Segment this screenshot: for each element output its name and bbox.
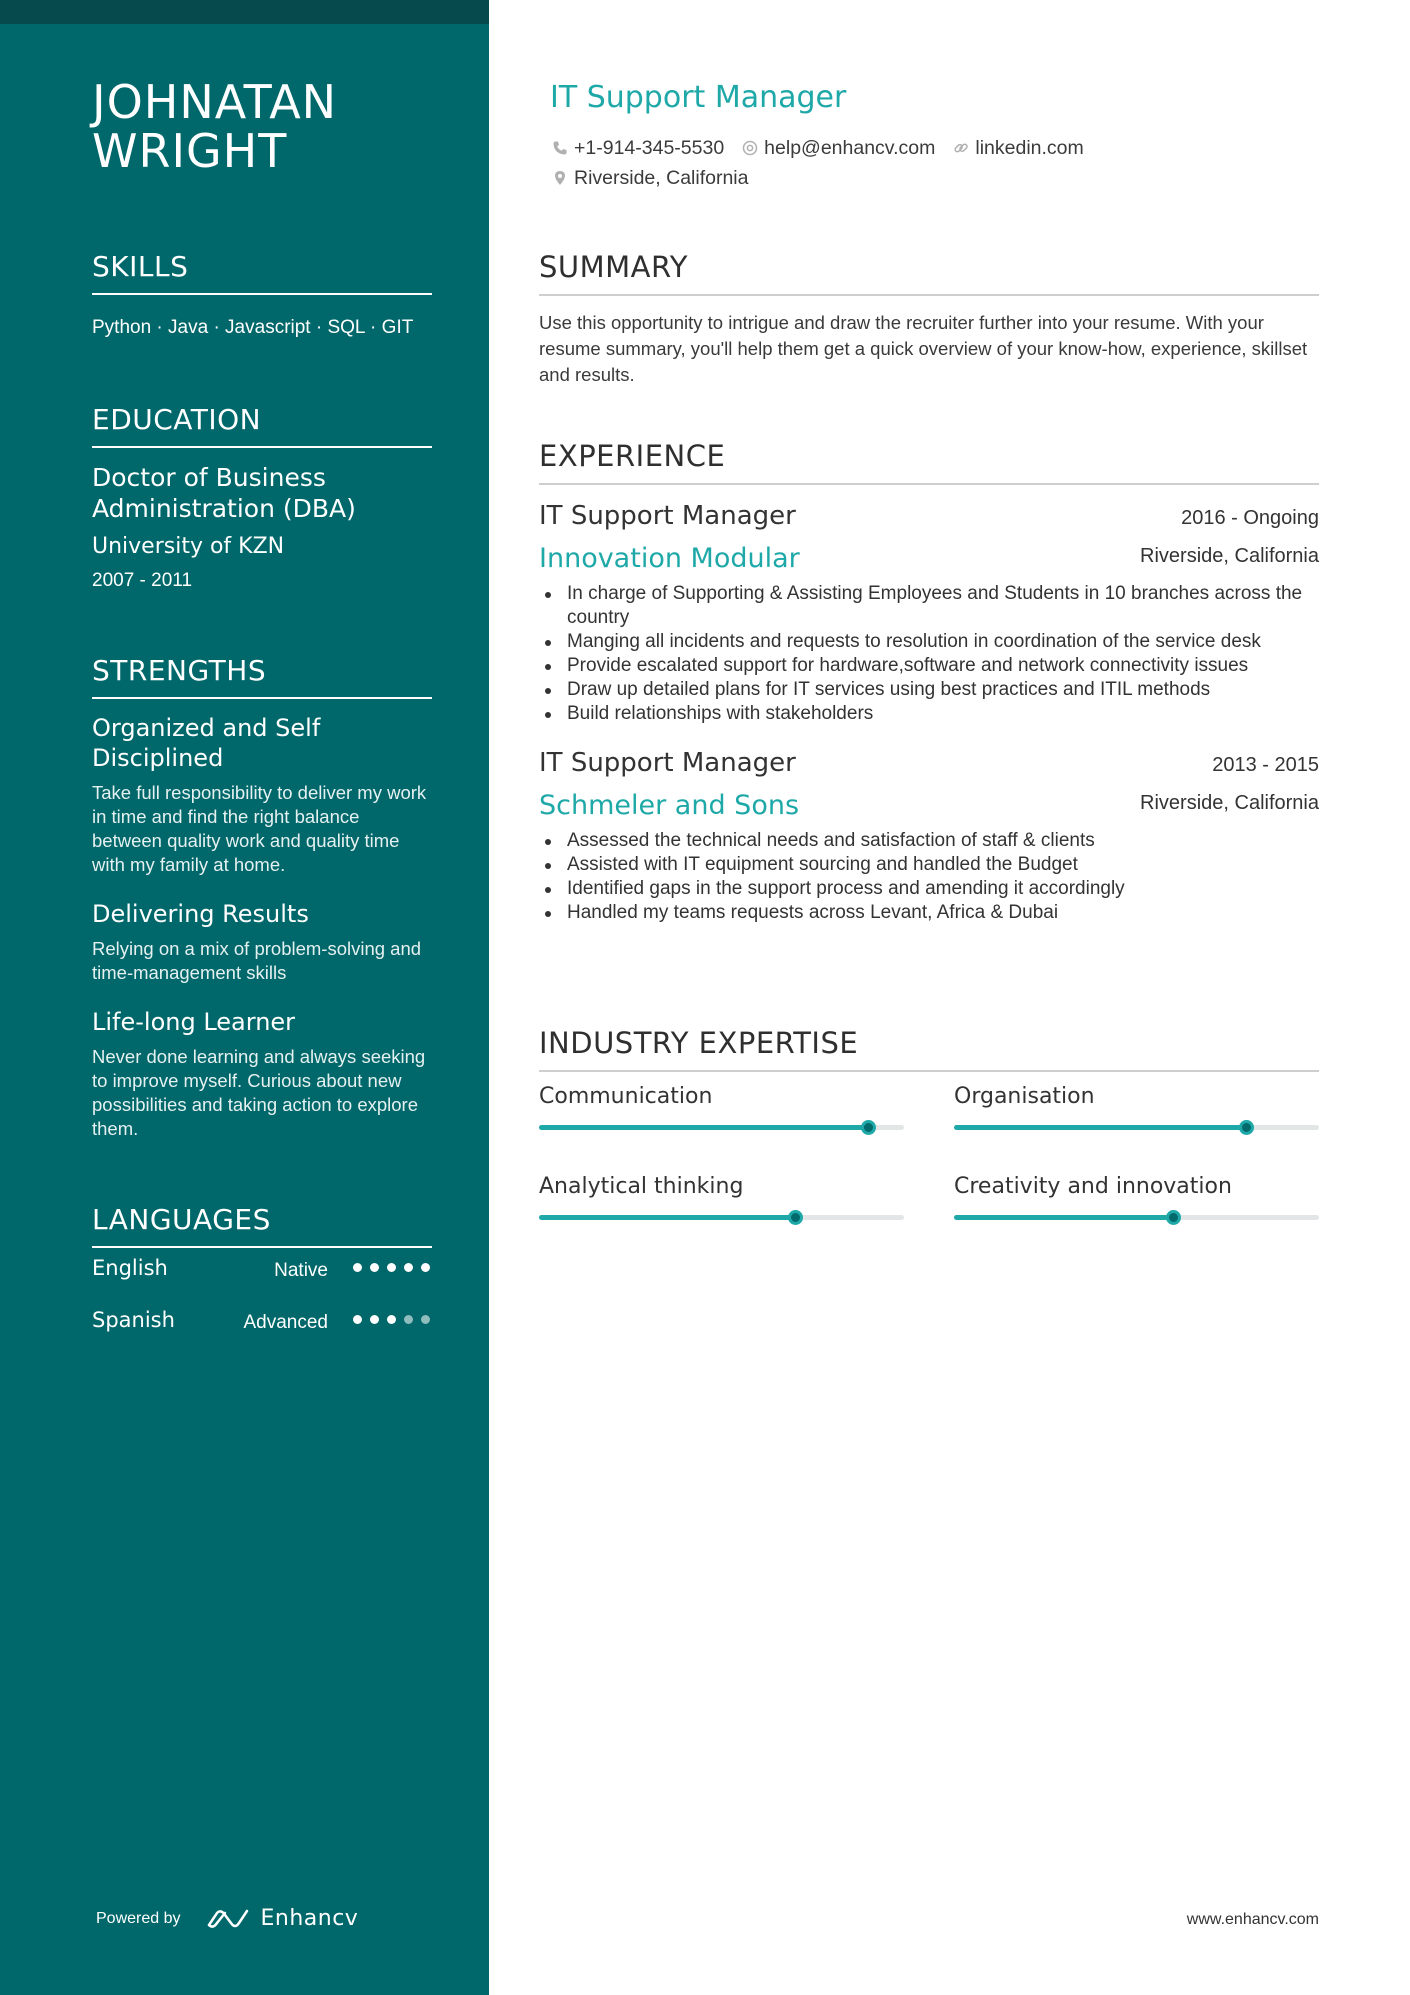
rating-dot-filled [370,1315,379,1324]
bullet-item: Manging all incidents and requests to resolution in coordination of the service desk [539,630,1319,654]
bullet-item: Draw up detailed plans for IT services using best practices and ITIL methods [539,678,1319,702]
language-row [92,1300,432,1352]
strength-description: Take full responsibility to deliver my work in time and find the right balance between quality work and quality time with my family at home. [92,782,427,875]
strength-description: Never done learning and always seeking to improve myself. Curious about new possibilities and taking action to explore them. [92,1046,426,1139]
languages-section [92,1203,432,1352]
location-pin-icon [552,170,568,186]
at-icon [742,140,758,156]
job-title: IT Support Manager [550,80,847,115]
experience-item [539,501,1319,726]
summary-section [539,250,1319,388]
sidebar [0,0,489,1995]
expertise-bar-knob [861,1120,876,1135]
experience-dates: 2013 - 2015 [1212,754,1319,776]
expertise-name: Creativity and innovation [954,1174,1232,1199]
strength-item [92,1007,432,1141]
experience-heading: EXPERIENCE [539,439,1319,485]
rating-dot-empty [421,1315,430,1324]
rating-dot-empty [404,1315,413,1324]
bullet-item: Assisted with IT equipment sourcing and handled the Budget [539,853,1319,877]
expertise-bar-fill [954,1125,1246,1130]
email-contact[interactable] [742,137,935,160]
language-level: Native [274,1260,328,1281]
expertise-name: Organisation [954,1084,1095,1109]
infinity-logo-icon [205,1907,251,1931]
expertise-section [539,1026,1319,1284]
location-text: Riverside, California [574,166,749,189]
footer-website[interactable]: www.enhancv.com [1186,1911,1319,1928]
expertise-item [954,1174,1319,1220]
experience-company: Schmeler and Sons [539,790,800,821]
strengths-heading: STRENGTHS [92,654,432,699]
phone-number: +1-914-345-5530 [574,136,725,159]
expertise-heading: INDUSTRY EXPERTISE [539,1026,1319,1072]
experience-bullets [539,582,1319,726]
contact-info [552,133,1084,193]
rating-dot-filled [353,1315,362,1324]
powered-by [96,1906,358,1931]
education-heading: EDUCATION [92,403,432,448]
website-url: linkedin.com [975,136,1084,159]
email-address: help@enhancv.com [764,136,936,159]
experience-role: IT Support Manager [539,501,796,531]
expertise-bar-fill [954,1215,1173,1220]
sidebar-top-bar [0,0,489,24]
language-rating [353,1315,430,1324]
skills-list: Python · Java · Javascript · SQL · GIT [92,317,414,338]
location-contact [552,167,748,190]
rating-dot-filled [404,1263,413,1272]
language-rating [353,1263,430,1272]
expertise-bar [954,1125,1319,1130]
expertise-name: Communication [539,1084,713,1109]
expertise-bar [539,1215,904,1220]
experience-location: Riverside, California [1140,545,1319,567]
language-name: English [92,1256,168,1280]
bullet-item: Handled my teams requests across Levant, Africa & Dubai [539,901,1319,925]
language-row [92,1248,432,1300]
expertise-bar [954,1215,1319,1220]
skills-section [92,250,432,339]
enhancv-logo[interactable] [205,1906,359,1931]
expertise-item [539,1174,904,1220]
phone-icon [552,140,568,156]
bullet-item: Assessed the technical needs and satisfaction of staff & clients [539,829,1319,853]
expertise-bar-fill [539,1215,795,1220]
language-level: Advanced [243,1312,328,1333]
strength-item [92,899,432,985]
expertise-item [954,1084,1319,1130]
expertise-bar-knob [1166,1210,1181,1225]
rating-dot-filled [387,1263,396,1272]
bullet-item: In charge of Supporting & Assisting Employees and Students in 10 branches across the country [539,582,1319,630]
expertise-bar-fill [539,1125,868,1130]
rating-dot-filled [353,1263,362,1272]
languages-heading: LANGUAGES [92,1203,432,1248]
link-icon [953,140,969,156]
expertise-item [539,1084,904,1130]
strength-title: Delivering Results [92,900,309,928]
experience-role: IT Support Manager [539,748,796,778]
bullet-item: Provide escalated support for hardware,software and network connectivity issues [539,654,1319,678]
experience-bullets [539,829,1319,925]
powered-by-label: Powered by [96,1909,181,1927]
strength-item [92,713,432,877]
expertise-bar [539,1125,904,1130]
bullet-item: Identified gaps in the support process and amending it accordingly [539,877,1319,901]
strength-description: Relying on a mix of problem-solving and time-management skills [92,938,422,983]
brand-name: Enhancv [260,1906,359,1931]
rating-dot-filled [387,1315,396,1324]
experience-location: Riverside, California [1140,792,1319,814]
strength-title: Life-long Learner [92,1008,296,1036]
education-dates: 2007 - 2011 [92,570,193,591]
education-school: University of KZN [92,534,285,559]
rating-dot-filled [370,1263,379,1272]
bullet-item: Build relationships with stakeholders [539,702,1319,726]
name-last: WRIGHT [92,124,288,178]
expertise-bar-knob [1239,1120,1254,1135]
experience-section [539,439,1319,925]
experience-item [539,748,1319,925]
expertise-name: Analytical thinking [539,1174,744,1199]
summary-text: Use this opportunity to intrigue and draw the recruiter further into your resume. With your resume summary, you'll help them get a quick overview of your know-how, experience, skillset and results. [539,312,1308,385]
education-degree: Doctor of Business Administration (DBA) [92,463,356,523]
candidate-name [92,75,338,178]
summary-heading: SUMMARY [539,250,1319,296]
rating-dot-filled [421,1263,430,1272]
education-section [92,403,432,592]
language-name: Spanish [92,1308,175,1332]
phone-contact[interactable] [552,137,724,160]
experience-dates: 2016 - Ongoing [1181,507,1319,529]
expertise-grid [539,1084,1319,1284]
website-contact[interactable] [953,137,1083,160]
skills-heading: SKILLS [92,250,432,295]
strength-title: Organized and Self Disciplined [92,714,321,772]
experience-company: Innovation Modular [539,543,800,574]
name-first: JOHNATAN [92,75,338,129]
expertise-bar-knob [788,1210,803,1225]
strengths-section [92,654,432,1141]
